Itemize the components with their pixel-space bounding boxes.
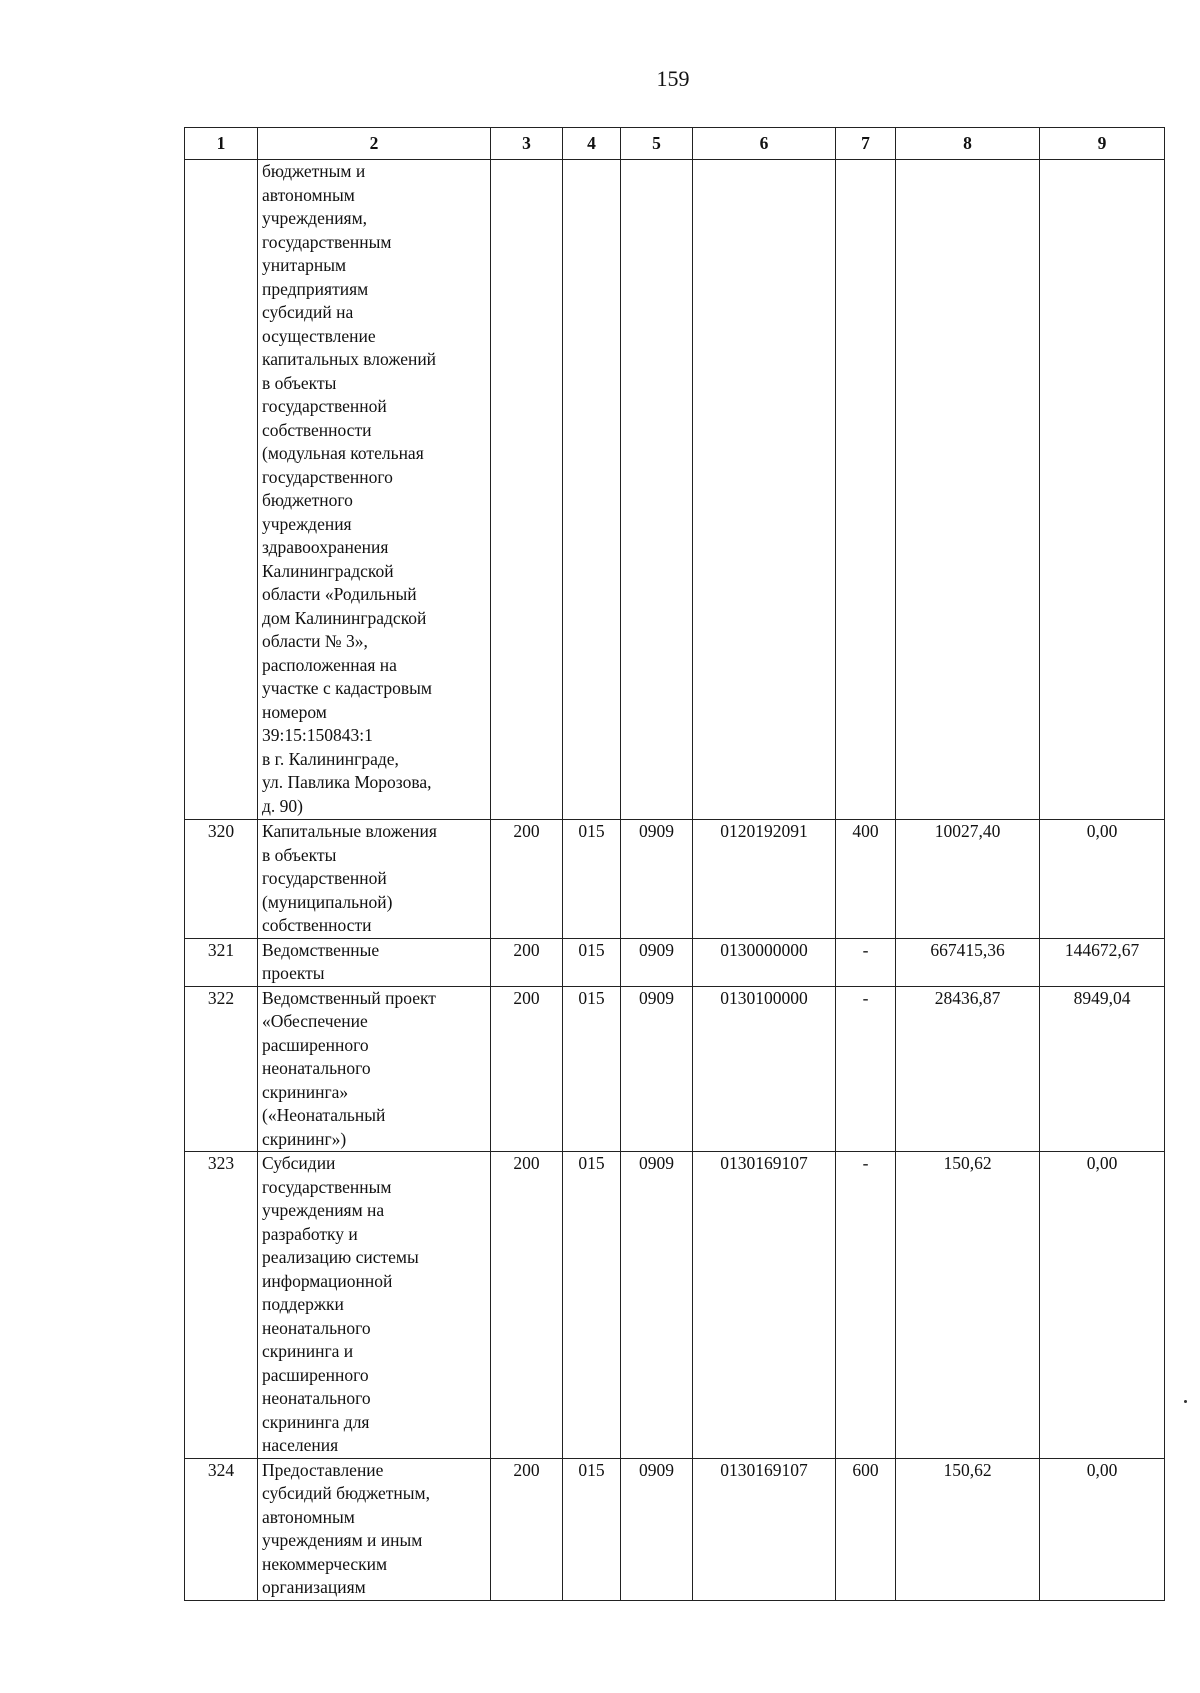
cell-c3: 200 [491,938,563,986]
header-cell-4: 4 [563,128,621,160]
header-cell-2: 2 [258,128,491,160]
header-cell-8: 8 [896,128,1040,160]
cell-c6 [693,160,836,820]
header-cell-6: 6 [693,128,836,160]
row-name-text: Капитальные вложения в объекты государственной (муниципальной) собственности [262,821,437,935]
header-row [185,128,1165,160]
table-row [185,1152,1165,1459]
cell-c8: 150,62 [896,1152,1040,1459]
cell-num [185,160,258,820]
margin-dot [1184,1400,1187,1403]
cell-c4: 015 [563,938,621,986]
cell-num: 324 [185,1458,258,1600]
cell-c8: 28436,87 [896,986,1040,1152]
header-cell-1: 1 [185,128,258,160]
cell-c9: 144672,67 [1040,938,1165,986]
cell-name [258,820,491,939]
cell-c4: 015 [563,1458,621,1600]
cell-c3 [491,160,563,820]
cell-c6: 0130100000 [693,986,836,1152]
cell-c5: 0909 [621,938,693,986]
cell-name [258,1458,491,1600]
cell-num: 320 [185,820,258,939]
table-row [185,1458,1165,1600]
cell-c7: 400 [836,820,896,939]
header-cell-3: 3 [491,128,563,160]
cell-c8 [896,160,1040,820]
cell-num: 321 [185,938,258,986]
cell-c4: 015 [563,1152,621,1459]
cell-num: 322 [185,986,258,1152]
cell-c6: 0120192091 [693,820,836,939]
cell-c6: 0130169107 [693,1152,836,1459]
cell-c3: 200 [491,1152,563,1459]
cell-name [258,938,491,986]
cell-c7: - [836,938,896,986]
cell-c3: 200 [491,986,563,1152]
cell-name [258,986,491,1152]
budget-table [184,127,1165,1601]
cell-c9: 0,00 [1040,1458,1165,1600]
header-cell-5: 5 [621,128,693,160]
table-row [185,820,1165,939]
cell-c4: 015 [563,986,621,1152]
row-name-text: Ведомственные проекты [262,939,380,983]
row-name-text: Предоставление субсидий бюджетным, автономным учреждениям и иным некоммерческим организациям [262,1459,430,1597]
cell-c4 [563,160,621,820]
cell-c9: 8949,04 [1040,986,1165,1152]
cell-c7: - [836,1152,896,1459]
cell-name [258,1152,491,1459]
cell-c8: 10027,40 [896,820,1040,939]
cell-c9: 0,00 [1040,1152,1165,1459]
cell-c9 [1040,160,1165,820]
row-name-text: Ведомственный проект «Обеспечение расширенного неонатального скрининга» («Неонатальный скрининг») [262,987,436,1149]
cell-c5 [621,160,693,820]
cell-c3: 200 [491,820,563,939]
header-cell-9: 9 [1040,128,1165,160]
row-name-text: Субсидии государственным учреждениям на разработку и реализацию системы информационной поддержки неонатального скрининга и расширенного неонатального скрининга для населения [262,1153,419,1455]
cell-c7 [836,160,896,820]
cell-num: 323 [185,1152,258,1459]
table-row [185,986,1165,1152]
page-number: 159 [656,66,690,91]
table-row-continuation [185,160,1165,820]
cell-c5: 0909 [621,1458,693,1600]
cell-c8: 667415,36 [896,938,1040,986]
cell-c8: 150,62 [896,1458,1040,1600]
cell-c5: 0909 [621,986,693,1152]
cell-c7: - [836,986,896,1152]
continuation-text: бюджетным и автономным учреждениям, государственным унитарным предприятиям субсидий на осуществление капитальных вложений в объекты государственной собственности (модульная котельная государственного бюджетного учреждения здравоохранения Калининградской области «Родильный дом Калининградской области № 3», расположенная на участке с кадастровым номером 39:15:150843:1 в г. Калининграде, ул. Павлика Морозова, д. 90) [262,161,437,816]
cell-c5: 0909 [621,1152,693,1459]
cell-c7: 600 [836,1458,896,1600]
cell-c5: 0909 [621,820,693,939]
cell-c6: 0130169107 [693,1458,836,1600]
cell-c6: 0130000000 [693,938,836,986]
cell-name [258,160,491,820]
table-row [185,938,1165,986]
cell-c3: 200 [491,1458,563,1600]
cell-c4: 015 [563,820,621,939]
header-cell-7: 7 [836,128,896,160]
cell-c9: 0,00 [1040,820,1165,939]
